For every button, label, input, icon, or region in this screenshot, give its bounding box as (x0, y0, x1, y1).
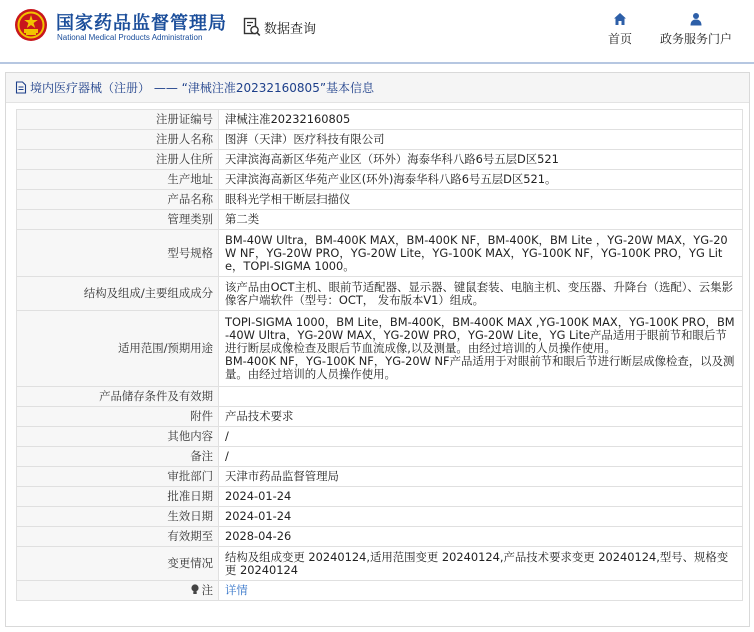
breadcrumb-text: 境内医疗器械（注册） —— “津械注准20232160805”基本信息 (30, 81, 375, 95)
table-row (17, 170, 743, 190)
field-value (219, 170, 743, 190)
nav-gov-label: 政务服务门户 (659, 32, 732, 46)
field-label-text: 管理类别 (167, 212, 213, 226)
field-label (17, 170, 219, 190)
header-divider (0, 62, 754, 64)
site-header (0, 0, 754, 60)
table-row (17, 110, 743, 130)
field-value (219, 467, 743, 487)
table-row (17, 407, 743, 427)
field-value (219, 581, 743, 601)
field-label (17, 150, 219, 170)
user-icon (689, 12, 703, 26)
table-row (17, 547, 743, 581)
field-value-text: TOPI-SIGMA 1000，BM Lite，BM-400K，BM-400K MAX ,YG-100K MAX，YG-100K PRO，BM-40W Ultra，YG-20W MAX，YG-20W PRO，YG-20W Lite，YG Lite产品适用于眼前节和眼后节进行断层成像检查及眼后节血流成像,以及测量。由经过培训的人员操作使用。 (225, 315, 735, 355)
field-value-text: / (225, 449, 229, 463)
field-label-text: 审批部门 (167, 469, 213, 483)
field-value-text: BM-40W Ultra，BM-400K MAX，BM-400K NF，BM-400K，BM Lite ，YG-20W MAX，YG-20W NF，YG-20W PRO，YG-20W Lite，YG-100K MAX，YG-100K NF，YG-100K PRO，YG Lite，TOPI-SIGMA 1000。 (225, 232, 728, 273)
field-value-text: 天津市药品监督管理局 (225, 469, 339, 483)
site-subtitle: National Medical Products Administration (57, 33, 203, 42)
table-row (17, 507, 743, 527)
details-link[interactable]: 详情 (225, 583, 248, 597)
breadcrumb (6, 73, 749, 103)
table-row (17, 150, 743, 170)
nav-home-label: 首页 (607, 32, 632, 46)
field-value-text: 产品技术要求 (225, 409, 294, 423)
home-icon (613, 12, 627, 26)
table-row (17, 467, 743, 487)
field-value (219, 210, 743, 230)
table-row (17, 387, 743, 407)
field-value-text: 眼科光学相干断层扫描仪 (225, 192, 351, 206)
field-value-text: 第二类 (225, 212, 260, 226)
table-row (17, 527, 743, 547)
field-label-text: 结构及组成/主要组成成分 (83, 286, 213, 300)
field-value (219, 507, 743, 527)
field-label (17, 277, 219, 311)
field-value (219, 407, 743, 427)
field-label (17, 447, 219, 467)
field-label (17, 427, 219, 447)
field-value (219, 190, 743, 210)
bulb-icon (190, 584, 200, 595)
field-label (17, 547, 219, 581)
nav-home[interactable] (603, 12, 637, 47)
field-value (219, 487, 743, 507)
field-value-text: / (225, 429, 229, 443)
field-value (219, 230, 743, 277)
field-value (219, 311, 743, 387)
field-value (219, 150, 743, 170)
field-value-text: 2024-01-24 (225, 489, 292, 503)
field-label-text: 注册证编号 (156, 112, 213, 126)
field-label-text: 批准日期 (167, 489, 213, 503)
table-row (17, 210, 743, 230)
field-label-text: 变更情况 (167, 556, 213, 570)
field-label (17, 210, 219, 230)
field-label-text: 生效日期 (167, 509, 213, 523)
field-value (219, 110, 743, 130)
table-row (17, 487, 743, 507)
field-label (17, 581, 219, 601)
field-label (17, 110, 219, 130)
document-icon (15, 81, 27, 94)
field-label-text: 其他内容 (167, 429, 213, 443)
field-label-text: 注 (201, 583, 213, 597)
field-label-text: 产品名称 (167, 192, 213, 206)
field-label-text: 附件 (190, 409, 213, 423)
table-row (17, 230, 743, 277)
table-row (17, 581, 743, 601)
field-label (17, 527, 219, 547)
field-label (17, 190, 219, 210)
field-value (219, 527, 743, 547)
field-label (17, 230, 219, 277)
site-title[interactable]: 国家药品监督管理局 (56, 13, 227, 34)
table-row (17, 427, 743, 447)
detail-panel (5, 72, 750, 627)
field-value (219, 130, 743, 150)
table-row (17, 277, 743, 311)
field-value-text: 结构及组成变更 20240124,适用范围变更 20240124,产品技术要求变更 20240124,型号、规格变更 20240124 (225, 549, 729, 577)
field-label-text: 注册人名称 (156, 132, 213, 146)
field-value-text: 天津滨海高新区华苑产业区（环外）海泰华科八路6号五层D区521 (225, 152, 559, 166)
field-label-text: 产品储存条件及有效期 (99, 389, 213, 403)
field-value-text: 该产品由OCT主机、眼前节适配器、显示器、键鼠套装、电脑主机、变压器、升降台（选配）、云集影像客户端软件（型号：OCT， 发布版本V1）组成。 (225, 279, 733, 307)
field-value (219, 427, 743, 447)
data-query-link[interactable] (243, 16, 316, 38)
field-label-text: 注册人住所 (156, 152, 213, 166)
field-label (17, 507, 219, 527)
field-value-text: 2028-04-26 (225, 529, 292, 543)
field-label (17, 407, 219, 427)
field-value (219, 387, 743, 407)
field-label (17, 487, 219, 507)
field-value (219, 547, 743, 581)
field-value-text: 津械注准20232160805 (225, 112, 351, 126)
field-value-text: 天津滨海高新区华苑产业区(环外)海泰华科八路6号五层D区521。 (225, 172, 557, 186)
national-emblem-logo[interactable] (14, 8, 48, 42)
field-value-text: 2024-01-24 (225, 509, 292, 523)
data-search-icon (243, 17, 261, 37)
field-label-text: 有效期至 (167, 529, 213, 543)
field-value (219, 447, 743, 467)
nav-gov-services[interactable] (656, 12, 736, 47)
field-label-text: 生产地址 (167, 172, 213, 186)
field-label (17, 311, 219, 387)
table-row (17, 130, 743, 150)
field-value-text: BM-400K NF，YG-100K NF，YG-20W NF产品适用于对眼前节和眼后节进行断层成像检查，以及测量。由经过培训的人员操作使用。 (225, 354, 735, 381)
data-query-label: 数据查询 (264, 21, 317, 37)
field-value-text: 图湃（天津）医疗科技有限公司 (225, 132, 385, 146)
registration-info-table (16, 109, 743, 601)
table-row (17, 190, 743, 210)
field-label (17, 387, 219, 407)
field-label (17, 467, 219, 487)
field-label-text: 型号规格 (167, 245, 213, 260)
field-value (219, 277, 743, 311)
field-label (17, 130, 219, 150)
field-label-text: 适用范围/预期用途 (118, 341, 213, 355)
table-row (17, 311, 743, 387)
field-label-text: 备注 (190, 449, 213, 463)
table-row (17, 447, 743, 467)
